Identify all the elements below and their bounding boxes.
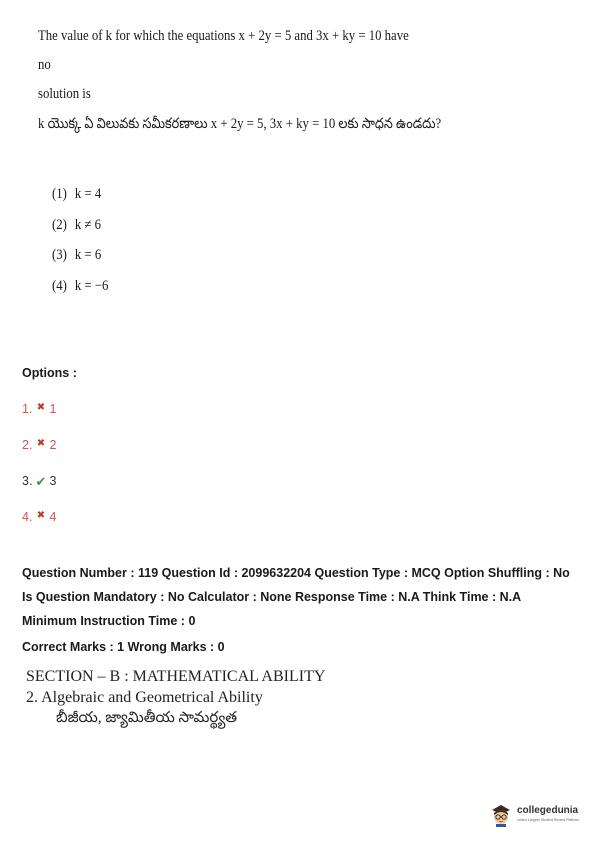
question-english-line2: solution is <box>38 86 91 102</box>
logo-name: collegedunia <box>517 805 579 816</box>
cross-icon: ✖ <box>36 402 46 413</box>
mascot-icon <box>489 801 513 827</box>
choice-text: k ≠ 6 <box>74 216 102 233</box>
checkmark-icon: ✔ <box>35 474 47 489</box>
choice-1 <box>52 186 108 217</box>
section-subtitle: 2. Algebraic and Geometrical Ability <box>26 689 263 706</box>
collegedunia-logo <box>489 799 593 829</box>
question-telugu: k యొక్క ఏ విలువకు సమీకరణాలు x + 2y = 5, 3x + ky = 10 లకు సాధన ఉండదు? <box>38 116 442 132</box>
cross-icon: ✖ <box>36 438 46 449</box>
logo-tagline: India's Largest Student Review Platform <box>517 818 580 822</box>
choice-number: (1) <box>52 186 67 202</box>
options-heading: Options : <box>22 366 77 380</box>
option-label: 1 <box>49 402 57 416</box>
option-label: 2 <box>49 438 57 452</box>
section-telugu-subtitle: బీజీయ, జ్యామితీయ సామర్థ్యత <box>56 710 238 726</box>
options-list <box>22 402 56 546</box>
choice-number: (4) <box>52 277 67 294</box>
option-number: 1. <box>22 402 33 416</box>
question-english <box>38 22 416 109</box>
choice-number: (3) <box>52 247 67 263</box>
choice-text: k = 4 <box>74 186 102 202</box>
section-header <box>26 666 325 729</box>
option-2 <box>22 438 56 474</box>
choice-4 <box>52 278 108 309</box>
option-3 <box>22 474 56 510</box>
option-4 <box>22 510 56 546</box>
cross-icon: ✖ <box>36 510 46 521</box>
choice-text: k = −6 <box>74 277 109 294</box>
metadata-line-2: Is Question Mandatory : No Calculator : None Response Time : N.A Think Time : N.A <box>22 590 522 604</box>
option-number: 2. <box>22 438 33 452</box>
metadata-line-4: Correct Marks : 1 Wrong Marks : 0 <box>22 640 225 654</box>
option-label: 3 <box>49 474 57 488</box>
question-metadata <box>22 566 582 664</box>
option-number: 3. <box>22 474 33 488</box>
metadata-line-1: Question Number : 119 Question Id : 2099632204 Question Type : MCQ Option Shuffling : No <box>22 566 570 580</box>
choice-3 <box>52 247 108 278</box>
section-title: SECTION – B : MATHEMATICAL ABILITY <box>26 668 326 685</box>
option-label: 4 <box>49 510 57 524</box>
choice-number: (2) <box>52 216 67 233</box>
option-1 <box>22 402 56 438</box>
question-choices <box>52 186 116 308</box>
choice-2 <box>52 217 108 248</box>
choice-text: k = 6 <box>74 247 102 263</box>
metadata-line-3: Minimum Instruction Time : 0 <box>22 614 196 628</box>
option-number: 4. <box>22 510 33 524</box>
question-english-line1: The value of k for which the equations x + 2y = 5 and 3x + ky = 10 have no <box>38 28 409 73</box>
